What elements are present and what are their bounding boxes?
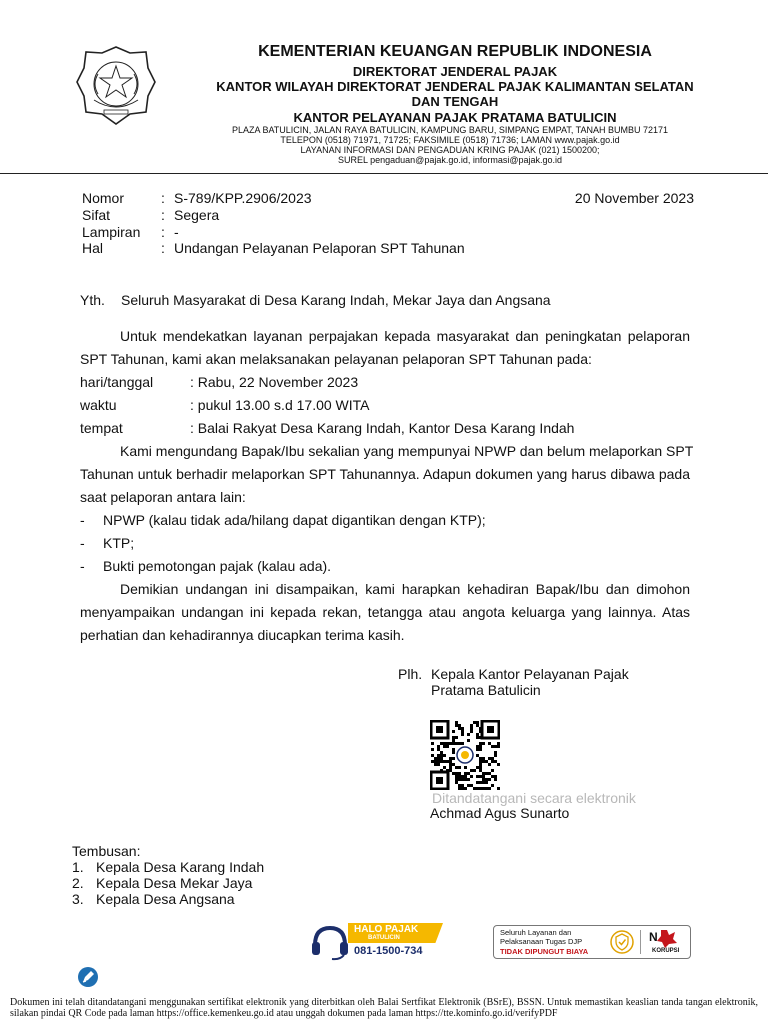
halo-pajak-badge [310,921,444,961]
para2-line3: saat pelaporan antara lain: [80,489,246,505]
detail-label-date: hari/tanggal [80,374,154,390]
para3-line2: menyampaikan undangan ini kepada rekan, tetangga atau angota keluarga yang lainnya. Atas [80,604,690,620]
qr-code-signature-icon[interactable] [430,720,500,790]
office-title: KANTOR PELAYANAN PAJAK PRATAMA BATULICIN [293,110,617,125]
nomor-label: Nomor [82,190,125,206]
ministry-title: KEMENTERIAN KEUANGAN REPUBLIK INDONESIA [258,43,652,60]
lampiran-label: Lampiran [82,224,141,240]
bullet-dash-3: - [80,558,85,574]
para2-line2: Tahunan untuk berhadir melaporkan SPT Tahunannya. Adapun dokumen yang harus dibawa pada [80,466,690,482]
no-corruption-icon [649,927,679,949]
halo-sub: BATULICIN [368,935,400,941]
nomor-colon: : [161,190,165,206]
letterhead [0,0,768,180]
headset-icon [310,923,350,961]
detail-label-time: waktu [80,397,117,413]
sifat-value: Segera [174,207,220,223]
e-sign-note: Ditandatangani secara elektronik [432,790,636,806]
tembusan-num-1: 1. [72,859,84,875]
ministry-of-finance-emblem-icon [74,44,158,128]
regional-office-line1: KANTOR WILAYAH DIREKTORAT JENDERAL PAJAK KALIMANTAN SELATAN [216,79,694,94]
lampiran-colon: : [161,224,165,240]
bsre-pen-icon [77,966,99,988]
letter-date: 20 November 2023 [574,190,694,206]
tembusan-item-3: Kepala Desa Angsana [96,891,235,907]
addressee-name: Seluruh Masyarakat di Desa Karang Indah, Mekar Jaya dan Angsana [121,292,551,308]
halo-phone: 081-1500-734 [354,945,423,957]
hal-label: Hal [82,240,104,256]
signature-position-line1: Kepala Kantor Pelayanan Pajak [431,666,629,682]
sifat-label: Sifat [82,207,111,223]
dgt-line2: Pelaksanaan Tugas DJP [500,937,583,946]
lampiran-value: - [174,224,179,240]
tembusan-num-2: 2. [72,875,84,891]
detail-label-place: tempat [80,420,123,436]
para1-line1: Untuk mendekatkan layanan perpajakan kepada masyarakat dan peningkatan pelaporan [120,328,690,344]
nomor-value: S-789/KPP.2906/2023 [174,190,312,206]
free-service-badge [493,925,691,959]
sifat-colon: : [161,207,165,223]
tembusan-label: Tembusan: [72,843,141,859]
directorate-title: DIREKTORAT JENDERAL PAJAK [352,64,558,79]
signer-name: Achmad Agus Sunarto [430,805,570,821]
dgt-line1: Seluruh Layanan dan [500,928,572,937]
detail-value-place: : Balai Rakyat Desa Karang Indah, Kantor Desa Karang Indah [190,420,575,436]
office-phone: TELEPON (0518) 71971, 71725; FAKSIMILE (0518) 71736; LAMAN www.pajak.go.id [280,135,620,145]
e-signature-footer-note: Dokumen ini telah ditandatangani menggunakan sertifikat elektronik yang diterbitkan oleh Balai Sertfikat Elektronik (BSrE), BSSN. Untuk memastikan keaslian tanda tangan elektronik, silakan pindai QR Code pada laman https://office.kemenkeu.go.id atau unggah dokumen pada laman https://tte.kominfo.go.id/verifyPDF [10,997,758,1019]
tembusan-item-2: Kepala Desa Mekar Jaya [96,875,253,891]
halo-title: HALO PAJAK [354,924,419,935]
bullet-dash-1: - [80,512,85,528]
para3-line1: Demikian undangan ini disampaikan, kami harapkan kehadiran Bapak/Ibu dan dimohon [120,581,690,597]
dgt-line3: TIDAK DIPUNGUT BIAYA [500,947,589,956]
para1-line2: SPT Tahunan, kami akan melaksanakan pelayanan pelaporan SPT Tahunan pada: [80,351,592,367]
office-email: SUREL pengaduan@pajak.go.id, informasi@pajak.go.id [337,155,563,165]
office-info: LAYANAN INFORMASI DAN PENGADUAN KRING PAJAK (021) 1500200; [300,145,600,155]
tembusan-num-3: 3. [72,891,84,907]
dgt-separator [640,930,641,954]
detail-value-date: : Rabu, 22 November 2023 [190,374,359,390]
para3-line3: perhatian dan kehadirannya diucapkan terima kasih. [80,627,405,643]
detail-value-time: : pukul 13.00 s.d 17.00 WITA [190,397,370,413]
svg-text:N: N [649,930,658,944]
bullet-item-3: Bukti pemotongan pajak (kalau ada). [103,558,332,574]
tembusan-item-1: Kepala Desa Karang Indah [96,859,265,875]
hal-colon: : [161,240,165,256]
signature-plh: Plh. [398,666,423,682]
bullet-item-2: KTP; [103,535,135,551]
shield-check-icon [610,930,634,954]
bullet-item-1: NPWP (kalau tidak ada/hilang dapat digantikan dengan KTP); [103,512,486,528]
addressee-prefix: Yth. [80,292,105,308]
bullet-dash-2: - [80,535,85,551]
office-address: PLAZA BATULICIN, JALAN RAYA BATULICIN, KAMPUNG BARU, SIMPANG EMPAT, TANAH BUMBU 72171 [231,125,669,135]
letterhead-divider [0,173,768,174]
hal-value: Undangan Pelayanan Pelaporan SPT Tahunan [174,240,465,256]
para2-line1: Kami mengundang Bapak/Ibu sekalian yang mempunyai NPWP dan belum melaporkan SPT [120,443,694,459]
signature-position-line2: Pratama Batulicin [431,682,541,698]
regional-office-line2: DAN TENGAH [411,94,499,109]
korupsi-text: KORUPSI [652,948,680,954]
